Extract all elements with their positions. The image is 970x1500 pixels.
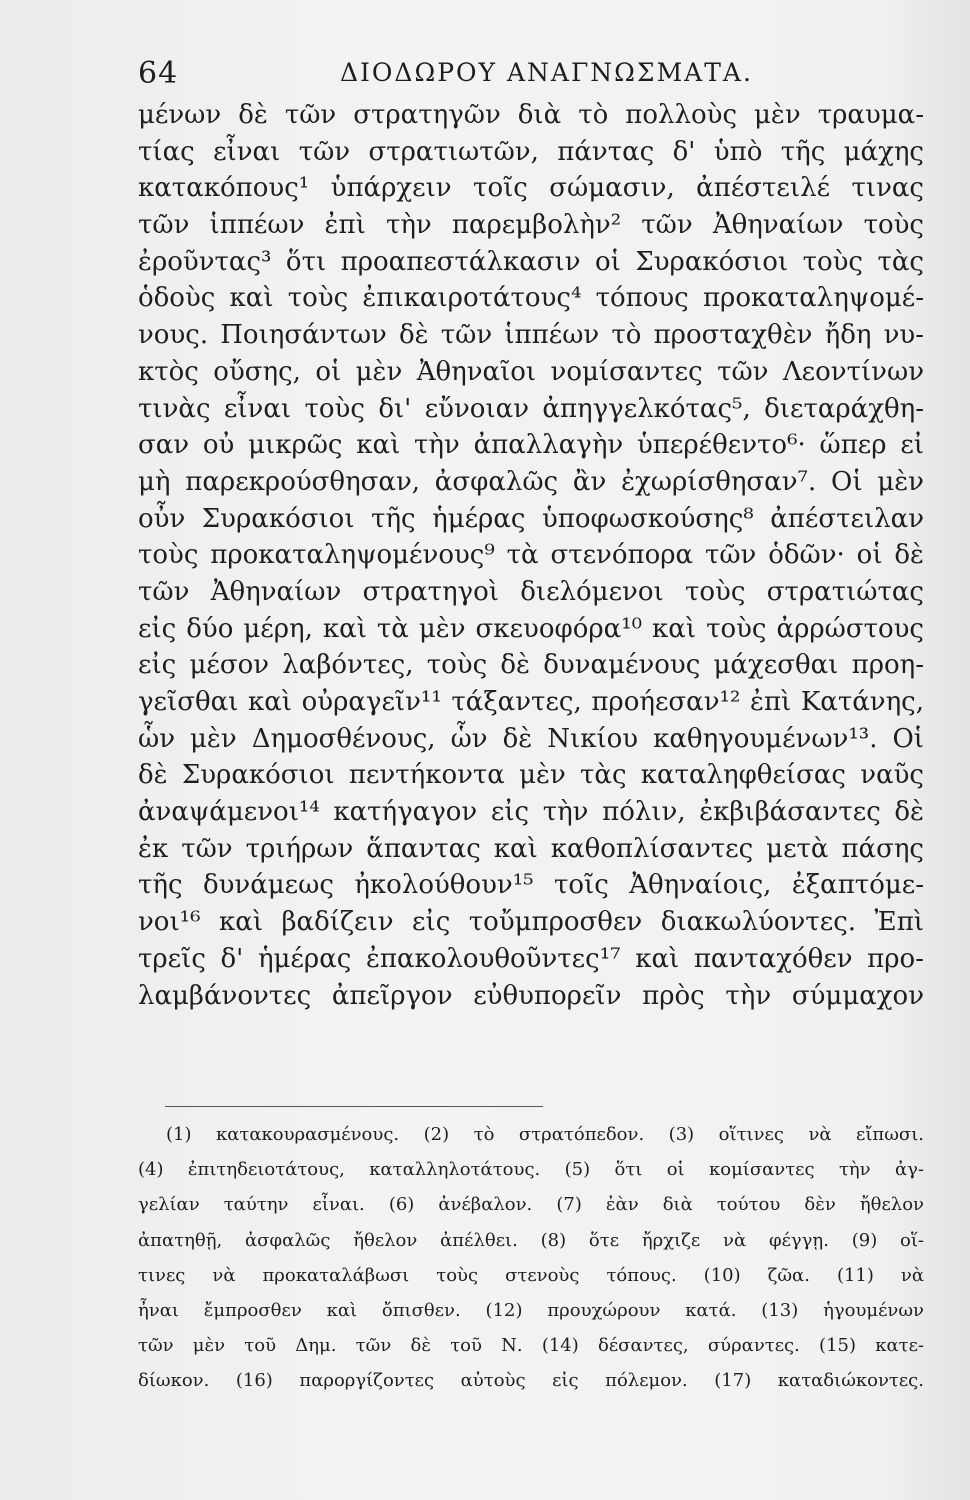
page-header	[138, 56, 918, 96]
footnote-line: (1) κατακουρασμένους. (2) τὸ στρατόπεδον. (3) οἵτινες νὰ εἴπωσι.	[166, 1124, 924, 1145]
text-line: κατακόπους¹ ὑπάρχειν τοῖς σώμασιν, ἀπέστειλέ τινας	[138, 173, 924, 204]
text-line: κτὸς οὔσης, οἱ μὲν Ἀθηναῖοι νομίσαντες τῶν Λεοντίνων	[138, 356, 924, 387]
text-line: ἀναψάμενοι¹⁴ κατήγαγον εἰς τὴν πόλιν, ἐκβιβάσαντες δὲ	[138, 797, 924, 828]
footnote-line: δίωκον. (16) παροργίζοντες αὐτοὺς εἰς πόλεμον. (17) καταδιώκοντες.	[138, 1370, 924, 1392]
text-line: ὁδοὺς καὶ τοὺς ἐπικαιροτάτους⁴ τόπους προκαταληψομέ-	[138, 283, 924, 314]
footnote-line: τινες νὰ προκαταλάβωσι τοὺς στενοὺς τόπους. (10) ζῶα. (11) νὰ	[138, 1264, 924, 1286]
text-line: δὲ Συρακόσιοι πεντήκοντα μὲν τὰς καταληφθείσας ναῦς	[138, 760, 924, 791]
text-line: γεῖσθαι καὶ οὐραγεῖν¹¹ τάξαντες, προήεσαν¹² ἐπὶ Κατάνης,	[138, 687, 924, 717]
footnote-line: γελίαν ταύτην εἶναι. (6) ἀνέβαλον. (7) ἐὰν διὰ τούτου δὲν ἤθελον	[138, 1194, 924, 1216]
footnotes	[138, 1117, 924, 1399]
running-title: ΔΙΟΔΩΡΟΥ ΑΝΑΓΝΩΣΜΑΤΑ.	[340, 58, 753, 87]
text-line: μὴ παρεκρούσθησαν, ἀσφαλῶς ἂν ἐχωρίσθησαν⁷. Οἱ μὲν	[138, 466, 924, 497]
text-line: τινὰς εἶναι τοὺς δι' εὔνοιαν ἀπηγγελκότας⁵, διεταράχθη-	[138, 393, 924, 424]
footnote-separator	[165, 1106, 543, 1107]
text-line: τῶν Ἀθηναίων στρατηγοὶ διελόμενοι τοὺς στρατιώτας	[138, 576, 924, 607]
text-line: ὧν μὲν Δημοσθένους, ὧν δὲ Νικίου καθηγουμένων¹³. Οἱ	[138, 723, 924, 754]
text-line: τῆς δυνάμεως ἠκολούθουν¹⁵ τοῖς Ἀθηναίοις, ἐξαπτόμε-	[138, 870, 924, 901]
text-line: νους. Ποιησάντων δὲ τῶν ἱππέων τὸ προσταχθὲν ἤδη νυ-	[138, 320, 924, 351]
footnote-line: ἦναι ἔμπροσθεν καὶ ὄπισθεν. (12) προυχώρουν κατά. (13) ἡγουμένων	[138, 1299, 924, 1321]
text-line: τίας εἶναι τῶν στρατιωτῶν, πάντας δ' ὑπὸ τῆς μάχης	[138, 136, 924, 167]
text-line: τοὺς προκαταληψομένους⁹ τὰ στενόπορα τῶν ὁδῶν· οἱ δὲ	[138, 540, 924, 571]
text-line: νοι¹⁶ καὶ βαδίζειν εἰς τοὔμπροσθεν διακωλύοντες. Ἐπὶ	[138, 907, 924, 938]
main-text	[138, 97, 924, 1014]
text-line: μένων δὲ τῶν στρατηγῶν διὰ τὸ πολλοὺς μὲν τραυμα-	[138, 100, 924, 130]
text-line: λαμβάνοντες ἀπεῖργον εὐθυπορεῖν πρὸς τὴν σύμμαχον	[138, 980, 924, 1011]
text-line: τῶν ἱππέων ἐπὶ τὴν παρεμβολὴν² τῶν Ἀθηναίων τοὺς	[138, 210, 924, 241]
text-line: ἐροῦντας³ ὅτι προαπεστάλκασιν οἱ Συρακόσιοι τοὺς τὰς	[138, 246, 924, 277]
footnote-line: (4) ἐπιτηδειοτάτους, καταλληλοτάτους. (5) ὅτι οἱ κομίσαντες τὴν ἀγ-	[138, 1159, 924, 1181]
text-line: εἰς μέσον λαβόντες, τοὺς δὲ δυναμένους μάχεσθαι προη-	[138, 650, 924, 681]
text-line: ἐκ τῶν τριήρων ἅπαντας καὶ καθοπλίσαντες μετὰ πάσης	[138, 833, 924, 864]
page-number: 64	[138, 56, 179, 91]
footnote-line: τῶν μὲν τοῦ Δημ. τῶν δὲ τοῦ Ν. (14) δέσαντες, σύραντες. (15) κατε-	[138, 1335, 924, 1357]
text-line: τρεῖς δ' ἡμέρας ἐπακολουθοῦντες¹⁷ καὶ πανταχόθεν προ-	[138, 943, 924, 974]
text-line: σαν οὐ μικρῶς καὶ τὴν ἀπαλλαγὴν ὑπερέθεντο⁶· ὥπερ εἰ	[138, 430, 924, 461]
text-line: εἰς δύο μέρη, καὶ τὰ μὲν σκευοφόρα¹⁰ καὶ τοὺς ἀρρώστους	[138, 613, 924, 644]
text-line: οὖν Συρακόσιοι τῆς ἡμέρας ὑποφωσκούσης⁸ ἀπέστειλαν	[138, 503, 924, 534]
footnote-line: ἀπατηθῇ, ἀσφαλῶς ἤθελον ἀπέλθει. (8) ὅτε ἤρχιζε νὰ φέγγῃ. (9) οἵ-	[138, 1229, 924, 1251]
